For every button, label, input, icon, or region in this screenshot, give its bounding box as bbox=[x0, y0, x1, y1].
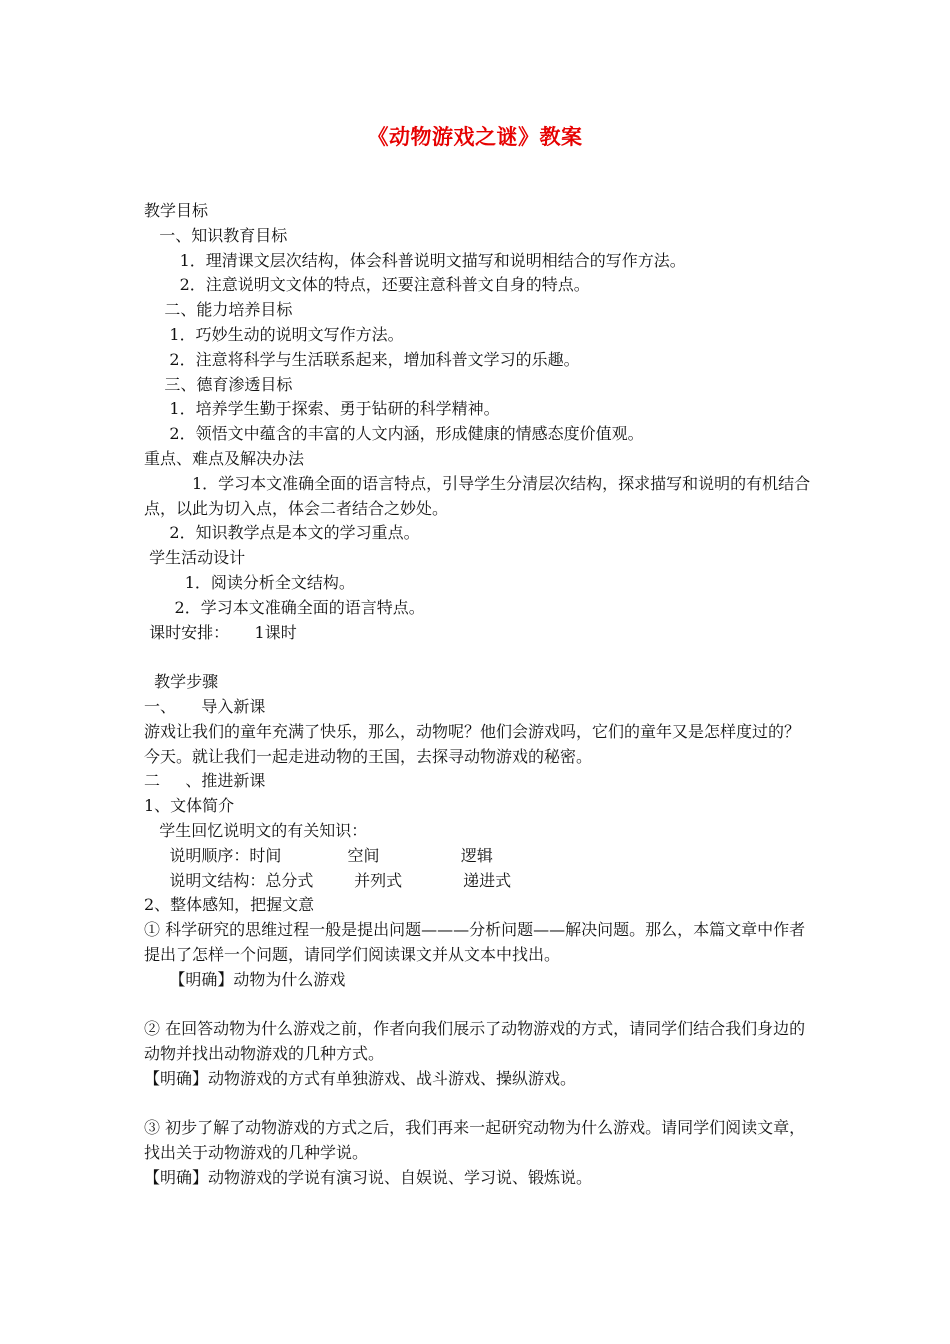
class-hours: 课时安排： 1课时 bbox=[144, 622, 297, 642]
section-heading: 一、 导入新课 bbox=[144, 696, 266, 716]
heading-teaching-goals: 教学目标 bbox=[144, 201, 209, 220]
list-item: 2．知识教学点是本文的学习重点。 bbox=[144, 523, 420, 543]
paragraph: 游戏让我们的童年充满了快乐，那么，动物呢？他们会游戏吗，它们的童年又是怎样度过的？今天。就让我们一起走进动物的王国，去探寻动物游戏的秘密。 bbox=[144, 721, 801, 766]
list-item: 2．学习本文准确全面的语言特点。 bbox=[144, 597, 425, 617]
list-item: 1．理清课文层次结构，体会科普说明文描写和说明相结合的写作方法。 bbox=[144, 250, 686, 270]
list-item: 2．注意将科学与生活联系起来，增加科普文学习的乐趣。 bbox=[144, 349, 580, 369]
answer-line: 【明确】动物游戏的学说有演习说、自娱说、学习说、锻炼说。 bbox=[144, 1168, 593, 1188]
section-heading: 1、文体简介 bbox=[144, 796, 235, 816]
list-item: 2．领悟文中蕴含的丰富的人文内涵，形成健康的情感态度价值观。 bbox=[144, 424, 644, 444]
paragraph: ① 科学研究的思维过程一般是提出问题———分析问题——解决问题。那么，本篇文章中作者提出了怎样一个问题，请同学们阅读课文并从文本中找出。 bbox=[144, 920, 806, 964]
text-line: 学生回忆说明文的有关知识： bbox=[144, 820, 368, 840]
answer-line: 【明确】动物为什么游戏 bbox=[144, 969, 346, 989]
list-item: 1．巧妙生动的说明文写作方法。 bbox=[144, 324, 404, 344]
list-item: 1．培养学生勤于探索、勇于钻研的科学精神。 bbox=[144, 399, 500, 419]
subheading-knowledge-goals: 一、知识教育目标 bbox=[144, 225, 288, 245]
paragraph: 1．学习本文准确全面的语言特点，引导学生分清层次结构，探求描写和说明的有机结合点，以此为切入点，体会二者结合之妙处。 bbox=[144, 473, 811, 518]
blank-line bbox=[144, 645, 814, 670]
document-body bbox=[144, 199, 814, 1191]
heading-key-points: 重点、难点及解决办法 bbox=[144, 448, 305, 468]
heading-teaching-steps: 教学步骤 bbox=[144, 672, 219, 692]
text-line: 说明文结构：总分式 并列式 递进式 bbox=[144, 870, 512, 890]
section-heading: 二 、推进新课 bbox=[144, 771, 266, 791]
subheading-moral-goals: 三、德育渗透目标 bbox=[144, 374, 293, 394]
answer-line: 【明确】动物游戏的方式有单独游戏、战斗游戏、操纵游戏。 bbox=[144, 1068, 577, 1088]
paragraph: ② 在回答动物为什么游戏之前，作者向我们展示了动物游戏的方式，请同学们结合我们身边的动物并找出动物游戏的几种方式。 bbox=[144, 1019, 806, 1064]
section-heading: 2、整体感知，把握文意 bbox=[144, 895, 315, 915]
blank-line bbox=[144, 993, 814, 1018]
text-line: 说明顺序：时间 空间 逻辑 bbox=[144, 845, 493, 865]
list-item: 2．注意说明文文体的特点，还要注意科普文自身的特点。 bbox=[144, 275, 590, 295]
heading-student-activities: 学生活动设计 bbox=[144, 548, 246, 568]
list-item: 1．阅读分析全文结构。 bbox=[144, 572, 355, 592]
paragraph: ③ 初步了解了动物游戏的方式之后，我们再来一起研究动物为什么游戏。请同学们阅读文章，找出关于动物游戏的几种学说。 bbox=[144, 1118, 806, 1163]
blank-line bbox=[144, 1092, 814, 1117]
subheading-ability-goals: 二、能力培养目标 bbox=[144, 300, 293, 320]
document-title: 《动物游戏之谜》教案 bbox=[367, 124, 583, 149]
